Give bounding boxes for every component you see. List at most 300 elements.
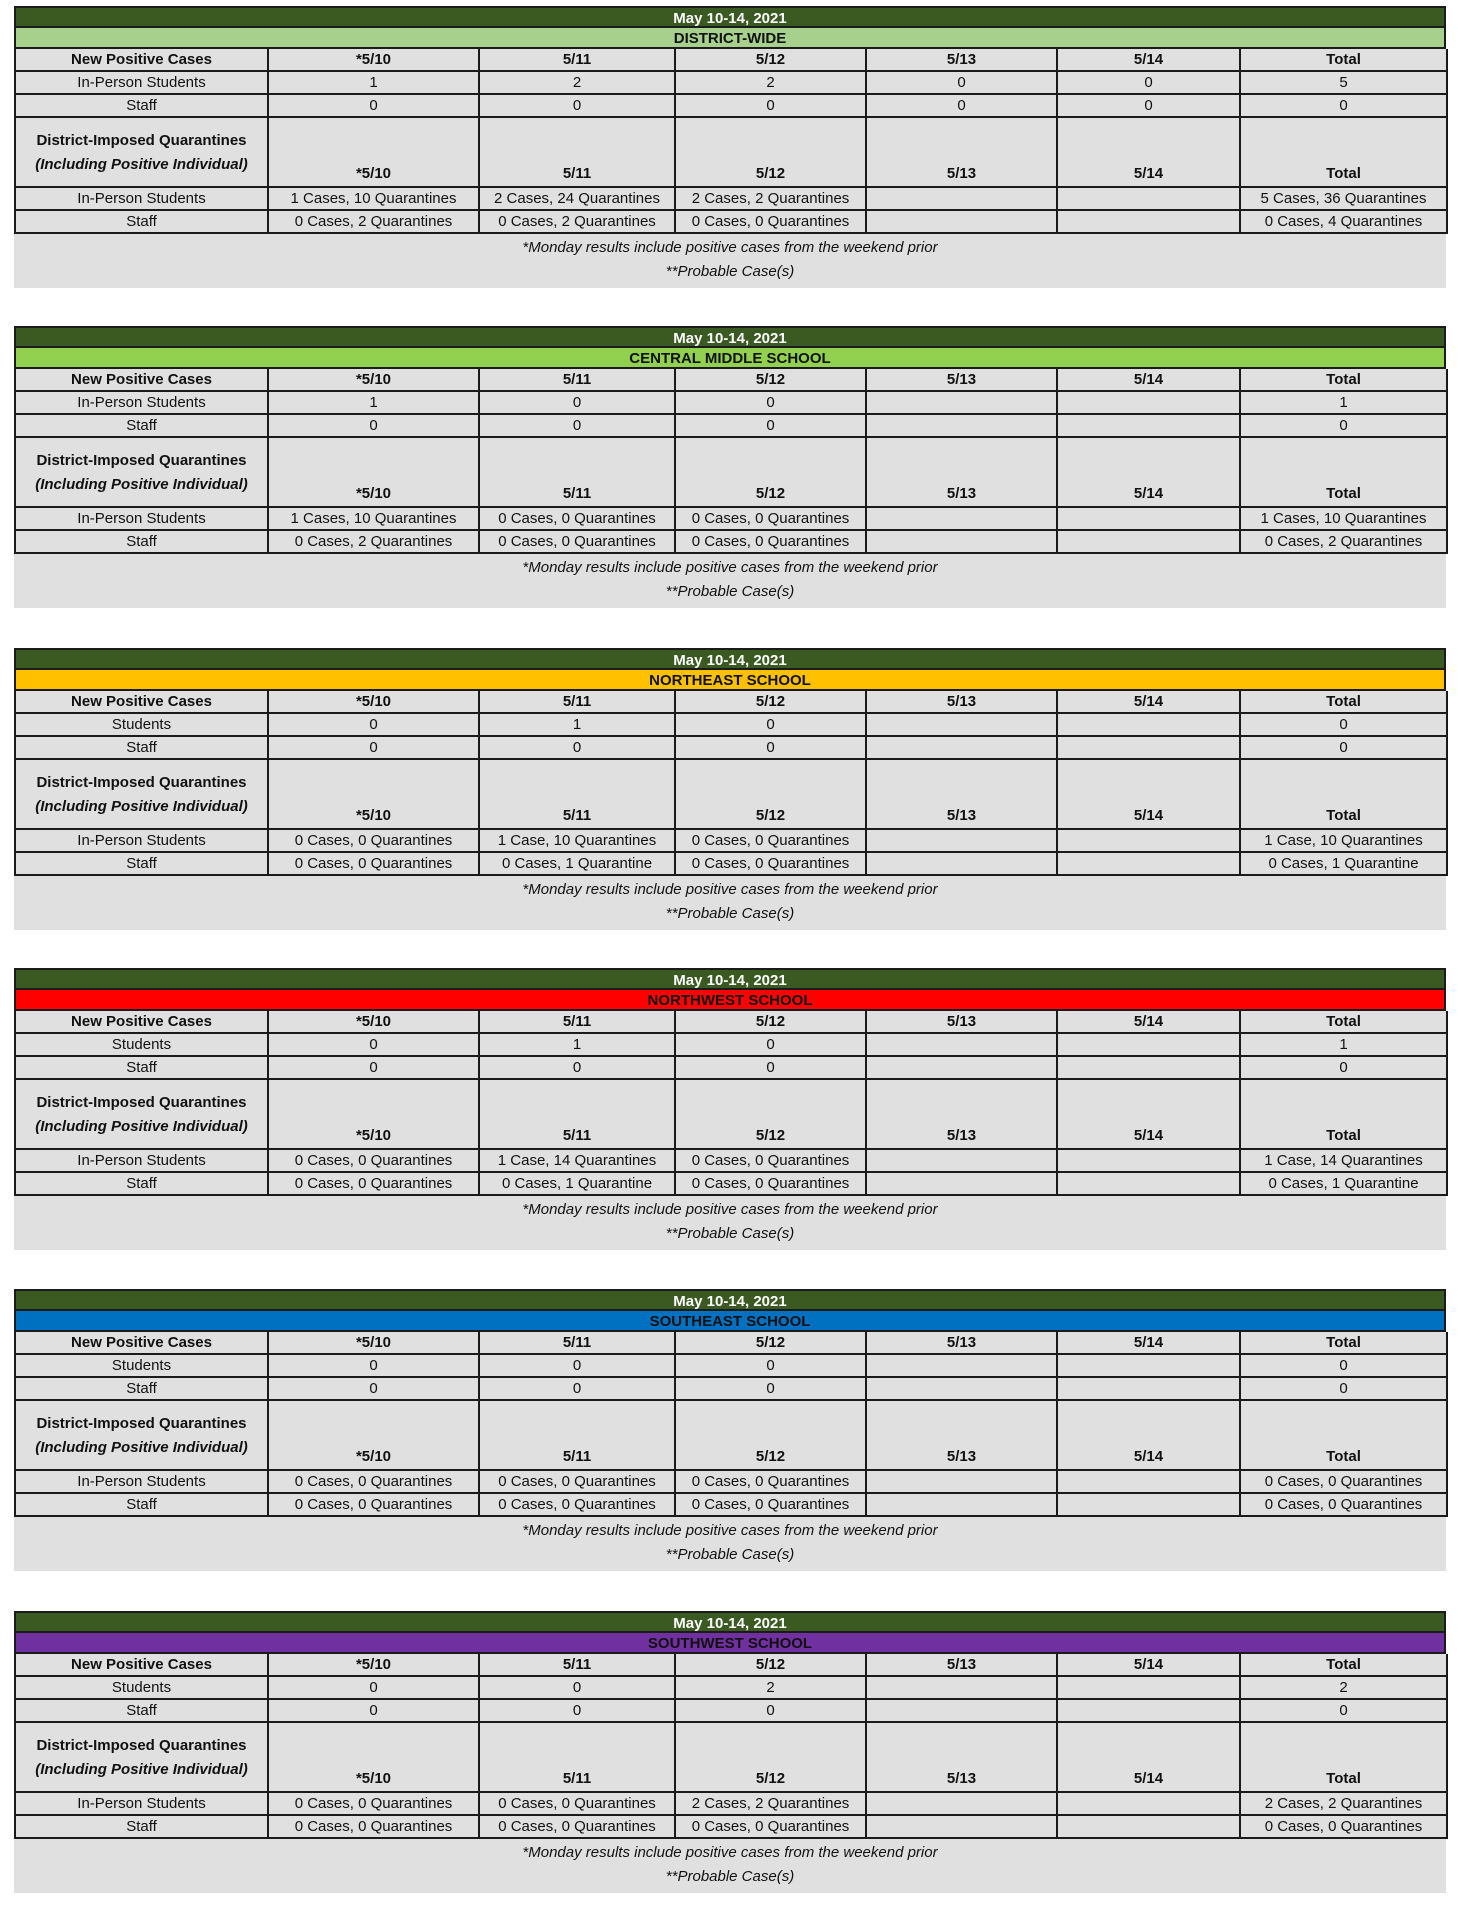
cell-value: 1	[1240, 1033, 1447, 1056]
cell-value: 0 Cases, 0 Quarantines	[268, 1470, 479, 1493]
cases-header-row	[15, 1332, 1447, 1354]
cell-value: 0 Cases, 1 Quarantine	[1240, 1172, 1447, 1195]
cell-value: 0 Cases, 0 Quarantines	[479, 1493, 675, 1516]
column-header: *5/10	[268, 117, 479, 187]
column-header: Total	[1240, 1722, 1447, 1792]
row-label: Students	[15, 1033, 268, 1056]
row-label: Staff	[15, 414, 268, 437]
footnote-line: **Probable Case(s)	[665, 1546, 795, 1563]
cell-value	[866, 1172, 1057, 1195]
column-header: *5/10	[268, 759, 479, 829]
column-header: 5/11	[479, 1011, 675, 1033]
cases-row	[15, 1676, 1447, 1699]
cell-value: 0	[479, 1056, 675, 1079]
column-header: 5/12	[675, 369, 866, 391]
cell-value: 0 Cases, 0 Quarantines	[479, 507, 675, 530]
cell-value	[866, 852, 1057, 875]
quarantine-header-row	[15, 1079, 1447, 1149]
cell-value: 0 Cases, 0 Quarantines	[675, 530, 866, 553]
row-label: Staff	[15, 210, 268, 233]
new-cases-label: New Positive Cases	[15, 49, 268, 71]
cell-value	[866, 1056, 1057, 1079]
row-label: Staff	[15, 1172, 268, 1195]
column-header: 5/13	[866, 369, 1057, 391]
column-header: Total	[1240, 49, 1447, 71]
cell-value: 0	[1240, 713, 1447, 736]
cell-value: 0 Cases, 0 Quarantines	[479, 1470, 675, 1493]
cell-value: 0	[1240, 1699, 1447, 1722]
column-header: 5/13	[866, 1332, 1057, 1354]
column-header: 5/14	[1057, 759, 1240, 829]
column-header: 5/14	[1057, 1332, 1240, 1354]
cell-value	[1057, 1699, 1240, 1722]
column-header: 5/11	[479, 1722, 675, 1792]
cell-value: 0	[675, 736, 866, 759]
section-date-header: May 10-14, 2021	[14, 968, 1446, 990]
column-header: 5/12	[675, 49, 866, 71]
column-header: 5/13	[866, 1400, 1057, 1470]
quarantine-label-line2: (Including Positive Individual)	[35, 476, 248, 493]
column-header: *5/10	[268, 49, 479, 71]
column-header: 5/11	[479, 1332, 675, 1354]
cell-value: 0 Cases, 0 Quarantines	[268, 1149, 479, 1172]
cell-value: 1	[1240, 391, 1447, 414]
column-header: 5/12	[675, 1011, 866, 1033]
cases-row	[15, 391, 1447, 414]
section-school-title: SOUTHEAST SCHOOL	[14, 1311, 1446, 1332]
cell-value: 0	[866, 94, 1057, 117]
cell-value: 0	[268, 736, 479, 759]
cell-value: 2	[675, 71, 866, 94]
cell-value: 5	[1240, 71, 1447, 94]
row-label: Students	[15, 1676, 268, 1699]
quarantine-label	[15, 1079, 268, 1149]
cell-value: 2	[675, 1676, 866, 1699]
cell-value: 0	[1057, 94, 1240, 117]
quarantine-label	[15, 759, 268, 829]
cell-value: 0	[675, 414, 866, 437]
cell-value: 0 Cases, 0 Quarantines	[675, 852, 866, 875]
footnotes	[14, 1196, 1446, 1250]
footnotes	[14, 1839, 1446, 1893]
quarantine-header-row	[15, 759, 1447, 829]
column-header: 5/14	[1057, 1011, 1240, 1033]
quarantine-row	[15, 852, 1447, 875]
cell-value: 0	[1240, 1377, 1447, 1400]
column-header: 5/11	[479, 369, 675, 391]
row-label: In-Person Students	[15, 507, 268, 530]
quarantine-row	[15, 1493, 1447, 1516]
column-header: 5/13	[866, 1722, 1057, 1792]
quarantine-label-line1: District-Imposed Quarantines	[36, 452, 247, 469]
cell-value: 0 Cases, 0 Quarantines	[268, 1172, 479, 1195]
cases-row	[15, 713, 1447, 736]
cell-value: 0 Cases, 0 Quarantines	[675, 1493, 866, 1516]
cell-value: 1	[268, 391, 479, 414]
cell-value	[1057, 187, 1240, 210]
column-header: 5/12	[675, 1332, 866, 1354]
section-school-title: NORTHWEST SCHOOL	[14, 990, 1446, 1011]
cell-value: 1 Cases, 10 Quarantines	[268, 507, 479, 530]
cell-value: 0	[268, 713, 479, 736]
cell-value: 0	[866, 71, 1057, 94]
column-header: 5/11	[479, 117, 675, 187]
footnotes	[14, 234, 1446, 288]
cell-value: 0	[268, 1033, 479, 1056]
cell-value	[1057, 713, 1240, 736]
quarantine-label	[15, 117, 268, 187]
cell-value	[1057, 530, 1240, 553]
cell-value: 0 Cases, 2 Quarantines	[479, 210, 675, 233]
cell-value: 0 Cases, 2 Quarantines	[268, 210, 479, 233]
column-header: 5/14	[1057, 437, 1240, 507]
new-cases-label: New Positive Cases	[15, 1654, 268, 1676]
section-date-header: May 10-14, 2021	[14, 1611, 1446, 1633]
column-header: 5/14	[1057, 369, 1240, 391]
footnotes	[14, 554, 1446, 608]
report-section	[14, 326, 1446, 608]
column-header: 5/12	[675, 759, 866, 829]
cell-value: 1	[268, 71, 479, 94]
cell-value: 0	[675, 1699, 866, 1722]
column-header: 5/14	[1057, 49, 1240, 71]
row-label: In-Person Students	[15, 1149, 268, 1172]
cell-value: 2	[479, 71, 675, 94]
cell-value: 0 Cases, 1 Quarantine	[1240, 852, 1447, 875]
cell-value: 1 Cases, 10 Quarantines	[268, 187, 479, 210]
cell-value: 0 Cases, 2 Quarantines	[1240, 530, 1447, 553]
cell-value: 0	[1240, 94, 1447, 117]
cell-value	[866, 1676, 1057, 1699]
section-school-title: CENTRAL MIDDLE SCHOOL	[14, 348, 1446, 369]
cell-value	[866, 530, 1057, 553]
quarantine-row	[15, 530, 1447, 553]
cell-value: 0 Cases, 0 Quarantines	[675, 1815, 866, 1838]
quarantine-label-line2: (Including Positive Individual)	[35, 1118, 248, 1135]
cases-header-row	[15, 369, 1447, 391]
report-section	[14, 1289, 1446, 1571]
cell-value	[866, 391, 1057, 414]
cell-value: 0	[268, 1354, 479, 1377]
quarantine-label-line2: (Including Positive Individual)	[35, 156, 248, 173]
section-date-header: May 10-14, 2021	[14, 648, 1446, 670]
cases-row	[15, 94, 1447, 117]
row-label: In-Person Students	[15, 1470, 268, 1493]
quarantine-label-line2: (Including Positive Individual)	[35, 1761, 248, 1778]
column-header: 5/13	[866, 117, 1057, 187]
cell-value: 0 Cases, 0 Quarantines	[675, 1470, 866, 1493]
cell-value: 0 Cases, 1 Quarantine	[479, 852, 675, 875]
column-header: 5/13	[866, 759, 1057, 829]
cell-value	[866, 1699, 1057, 1722]
cell-value: 0 Cases, 4 Quarantines	[1240, 210, 1447, 233]
column-header: Total	[1240, 369, 1447, 391]
cell-value: 1	[479, 1033, 675, 1056]
column-header: *5/10	[268, 1400, 479, 1470]
row-label: In-Person Students	[15, 71, 268, 94]
cases-table	[14, 691, 1448, 876]
cell-value	[1057, 507, 1240, 530]
cases-row	[15, 414, 1447, 437]
column-header: *5/10	[268, 1011, 479, 1033]
cell-value: 0 Cases, 0 Quarantines	[479, 530, 675, 553]
cases-row	[15, 1056, 1447, 1079]
cell-value: 0	[1240, 414, 1447, 437]
cell-value: 0	[479, 1699, 675, 1722]
quarantine-row	[15, 1149, 1447, 1172]
footnote-line: **Probable Case(s)	[665, 1868, 795, 1885]
cell-value: 0 Cases, 2 Quarantines	[268, 530, 479, 553]
column-header: *5/10	[268, 1722, 479, 1792]
footnote-line: *Monday results include positive cases from the weekend prior	[522, 239, 938, 256]
footnotes	[14, 876, 1446, 930]
cell-value: 1 Case, 14 Quarantines	[479, 1149, 675, 1172]
footnote-line: *Monday results include positive cases from the weekend prior	[522, 559, 938, 576]
cell-value: 0 Cases, 0 Quarantines	[268, 1493, 479, 1516]
cell-value: 1	[479, 713, 675, 736]
quarantine-row	[15, 1172, 1447, 1195]
cell-value	[866, 1470, 1057, 1493]
cell-value	[1057, 829, 1240, 852]
quarantine-label-line1: District-Imposed Quarantines	[36, 1737, 247, 1754]
cell-value: 2 Cases, 2 Quarantines	[675, 1792, 866, 1815]
cell-value: 0 Cases, 0 Quarantines	[1240, 1815, 1447, 1838]
cell-value: 0	[268, 1699, 479, 1722]
cell-value	[1057, 852, 1240, 875]
cases-table	[14, 369, 1448, 554]
cell-value	[1057, 1033, 1240, 1056]
column-header: 5/12	[675, 117, 866, 187]
cell-value: 0	[268, 1056, 479, 1079]
cell-value: 0 Cases, 0 Quarantines	[675, 1172, 866, 1195]
cell-value: 1 Case, 10 Quarantines	[1240, 829, 1447, 852]
row-label: Staff	[15, 1056, 268, 1079]
cell-value: 0 Cases, 0 Quarantines	[1240, 1470, 1447, 1493]
quarantine-row	[15, 1470, 1447, 1493]
column-header: 5/11	[479, 1400, 675, 1470]
quarantine-header-row	[15, 1400, 1447, 1470]
cell-value: 0	[479, 1377, 675, 1400]
new-cases-label: New Positive Cases	[15, 691, 268, 713]
cell-value	[866, 1377, 1057, 1400]
column-header: 5/13	[866, 1654, 1057, 1676]
cell-value: 0	[268, 1377, 479, 1400]
section-date-header: May 10-14, 2021	[14, 326, 1446, 348]
column-header: Total	[1240, 1400, 1447, 1470]
cases-header-row	[15, 49, 1447, 71]
column-header: 5/13	[866, 437, 1057, 507]
section-school-title: DISTRICT-WIDE	[14, 28, 1446, 49]
cases-table	[14, 1011, 1448, 1196]
column-header: 5/11	[479, 759, 675, 829]
column-header: 5/13	[866, 1011, 1057, 1033]
quarantine-header-row	[15, 117, 1447, 187]
row-label: Staff	[15, 530, 268, 553]
cell-value: 0	[268, 94, 479, 117]
cell-value: 0 Cases, 0 Quarantines	[675, 1149, 866, 1172]
cases-row	[15, 1377, 1447, 1400]
quarantine-label	[15, 1722, 268, 1792]
section-date-header: May 10-14, 2021	[14, 6, 1446, 28]
column-header: Total	[1240, 437, 1447, 507]
column-header: Total	[1240, 759, 1447, 829]
cell-value	[1057, 1149, 1240, 1172]
footnote-line: **Probable Case(s)	[665, 905, 795, 922]
column-header: 5/14	[1057, 1400, 1240, 1470]
cell-value: 5 Cases, 36 Quarantines	[1240, 187, 1447, 210]
column-header: 5/12	[675, 1079, 866, 1149]
cell-value	[866, 507, 1057, 530]
row-label: Staff	[15, 94, 268, 117]
cases-row	[15, 1033, 1447, 1056]
column-header: 5/11	[479, 1079, 675, 1149]
cell-value: 0 Cases, 0 Quarantines	[268, 829, 479, 852]
row-label: In-Person Students	[15, 829, 268, 852]
cell-value: 0	[268, 414, 479, 437]
report-section	[14, 1611, 1446, 1893]
cell-value: 0	[1057, 71, 1240, 94]
column-header: Total	[1240, 691, 1447, 713]
cell-value	[866, 1815, 1057, 1838]
cell-value: 0	[675, 94, 866, 117]
column-header: *5/10	[268, 1654, 479, 1676]
quarantine-header-row	[15, 1722, 1447, 1792]
cell-value	[866, 736, 1057, 759]
cell-value: 0 Cases, 0 Quarantines	[268, 1815, 479, 1838]
cell-value	[866, 1149, 1057, 1172]
row-label: Staff	[15, 736, 268, 759]
cell-value: 0	[479, 414, 675, 437]
cases-row	[15, 1354, 1447, 1377]
column-header: 5/13	[866, 49, 1057, 71]
cell-value: 0	[479, 736, 675, 759]
cell-value: 0 Cases, 0 Quarantines	[675, 829, 866, 852]
section-date-header: May 10-14, 2021	[14, 1289, 1446, 1311]
cell-value	[866, 210, 1057, 233]
column-header: 5/11	[479, 49, 675, 71]
cell-value	[1057, 391, 1240, 414]
cases-header-row	[15, 691, 1447, 713]
row-label: Staff	[15, 1493, 268, 1516]
column-header: *5/10	[268, 1079, 479, 1149]
quarantine-label-line1: District-Imposed Quarantines	[36, 1094, 247, 1111]
quarantine-label-line2: (Including Positive Individual)	[35, 1439, 248, 1456]
cell-value	[866, 829, 1057, 852]
cell-value	[866, 414, 1057, 437]
cases-row	[15, 71, 1447, 94]
quarantine-row	[15, 1792, 1447, 1815]
cell-value: 1 Cases, 10 Quarantines	[1240, 507, 1447, 530]
quarantine-row	[15, 507, 1447, 530]
cell-value: 0	[675, 1354, 866, 1377]
quarantine-row	[15, 1815, 1447, 1838]
row-label: Staff	[15, 1699, 268, 1722]
column-header: Total	[1240, 1654, 1447, 1676]
cell-value: 0	[675, 1377, 866, 1400]
cell-value: 2 Cases, 24 Quarantines	[479, 187, 675, 210]
cell-value: 0	[479, 94, 675, 117]
new-cases-label: New Positive Cases	[15, 1011, 268, 1033]
section-school-title: SOUTHWEST SCHOOL	[14, 1633, 1446, 1654]
column-header: 5/14	[1057, 1079, 1240, 1149]
cell-value	[1057, 414, 1240, 437]
cell-value: 0	[675, 713, 866, 736]
cell-value	[1057, 1815, 1240, 1838]
cell-value	[1057, 1377, 1240, 1400]
footnote-line: **Probable Case(s)	[665, 263, 795, 280]
cases-table	[14, 1332, 1448, 1517]
cases-header-row	[15, 1654, 1447, 1676]
quarantine-label-line2: (Including Positive Individual)	[35, 798, 248, 815]
cell-value: 0	[479, 1676, 675, 1699]
cell-value	[866, 1792, 1057, 1815]
column-header: *5/10	[268, 437, 479, 507]
quarantine-label	[15, 1400, 268, 1470]
quarantine-label-line1: District-Imposed Quarantines	[36, 132, 247, 149]
cell-value: 0 Cases, 0 Quarantines	[1240, 1493, 1447, 1516]
cell-value: 0	[1240, 1056, 1447, 1079]
cell-value: 0	[479, 1354, 675, 1377]
column-header: 5/12	[675, 691, 866, 713]
quarantine-row	[15, 187, 1447, 210]
column-header: 5/11	[479, 1654, 675, 1676]
column-header: Total	[1240, 1332, 1447, 1354]
quarantine-label-line1: District-Imposed Quarantines	[36, 774, 247, 791]
quarantine-label-line1: District-Imposed Quarantines	[36, 1415, 247, 1432]
cell-value	[866, 713, 1057, 736]
row-label: Students	[15, 713, 268, 736]
quarantine-label	[15, 437, 268, 507]
column-header: 5/12	[675, 1400, 866, 1470]
column-header: 5/12	[675, 437, 866, 507]
cell-value	[1057, 736, 1240, 759]
cell-value: 0 Cases, 0 Quarantines	[268, 1792, 479, 1815]
cell-value	[866, 1354, 1057, 1377]
cell-value: 0 Cases, 1 Quarantine	[479, 1172, 675, 1195]
footnote-line: *Monday results include positive cases from the weekend prior	[522, 1522, 938, 1539]
cell-value	[1057, 1056, 1240, 1079]
cell-value: 0	[1240, 736, 1447, 759]
cell-value	[1057, 1354, 1240, 1377]
cell-value	[1057, 1470, 1240, 1493]
row-label: Students	[15, 1354, 268, 1377]
footnotes	[14, 1517, 1446, 1571]
column-header: Total	[1240, 117, 1447, 187]
column-header: 5/14	[1057, 691, 1240, 713]
cell-value	[866, 1033, 1057, 1056]
cell-value: 0	[479, 391, 675, 414]
cases-row	[15, 736, 1447, 759]
cell-value	[1057, 1792, 1240, 1815]
footnote-line: *Monday results include positive cases from the weekend prior	[522, 881, 938, 898]
cell-value: 2 Cases, 2 Quarantines	[675, 187, 866, 210]
row-label: Staff	[15, 852, 268, 875]
footnote-line: *Monday results include positive cases from the weekend prior	[522, 1201, 938, 1218]
cell-value	[866, 187, 1057, 210]
row-label: In-Person Students	[15, 187, 268, 210]
cell-value	[1057, 210, 1240, 233]
cell-value	[1057, 1493, 1240, 1516]
cell-value: 0 Cases, 0 Quarantines	[268, 852, 479, 875]
cell-value: 0	[1240, 1354, 1447, 1377]
report-section	[14, 968, 1446, 1250]
cell-value: 2 Cases, 2 Quarantines	[1240, 1792, 1447, 1815]
column-header: 5/13	[866, 1079, 1057, 1149]
cases-row	[15, 1699, 1447, 1722]
cell-value: 0 Cases, 0 Quarantines	[479, 1815, 675, 1838]
quarantine-row	[15, 210, 1447, 233]
footnote-line: *Monday results include positive cases from the weekend prior	[522, 1844, 938, 1861]
